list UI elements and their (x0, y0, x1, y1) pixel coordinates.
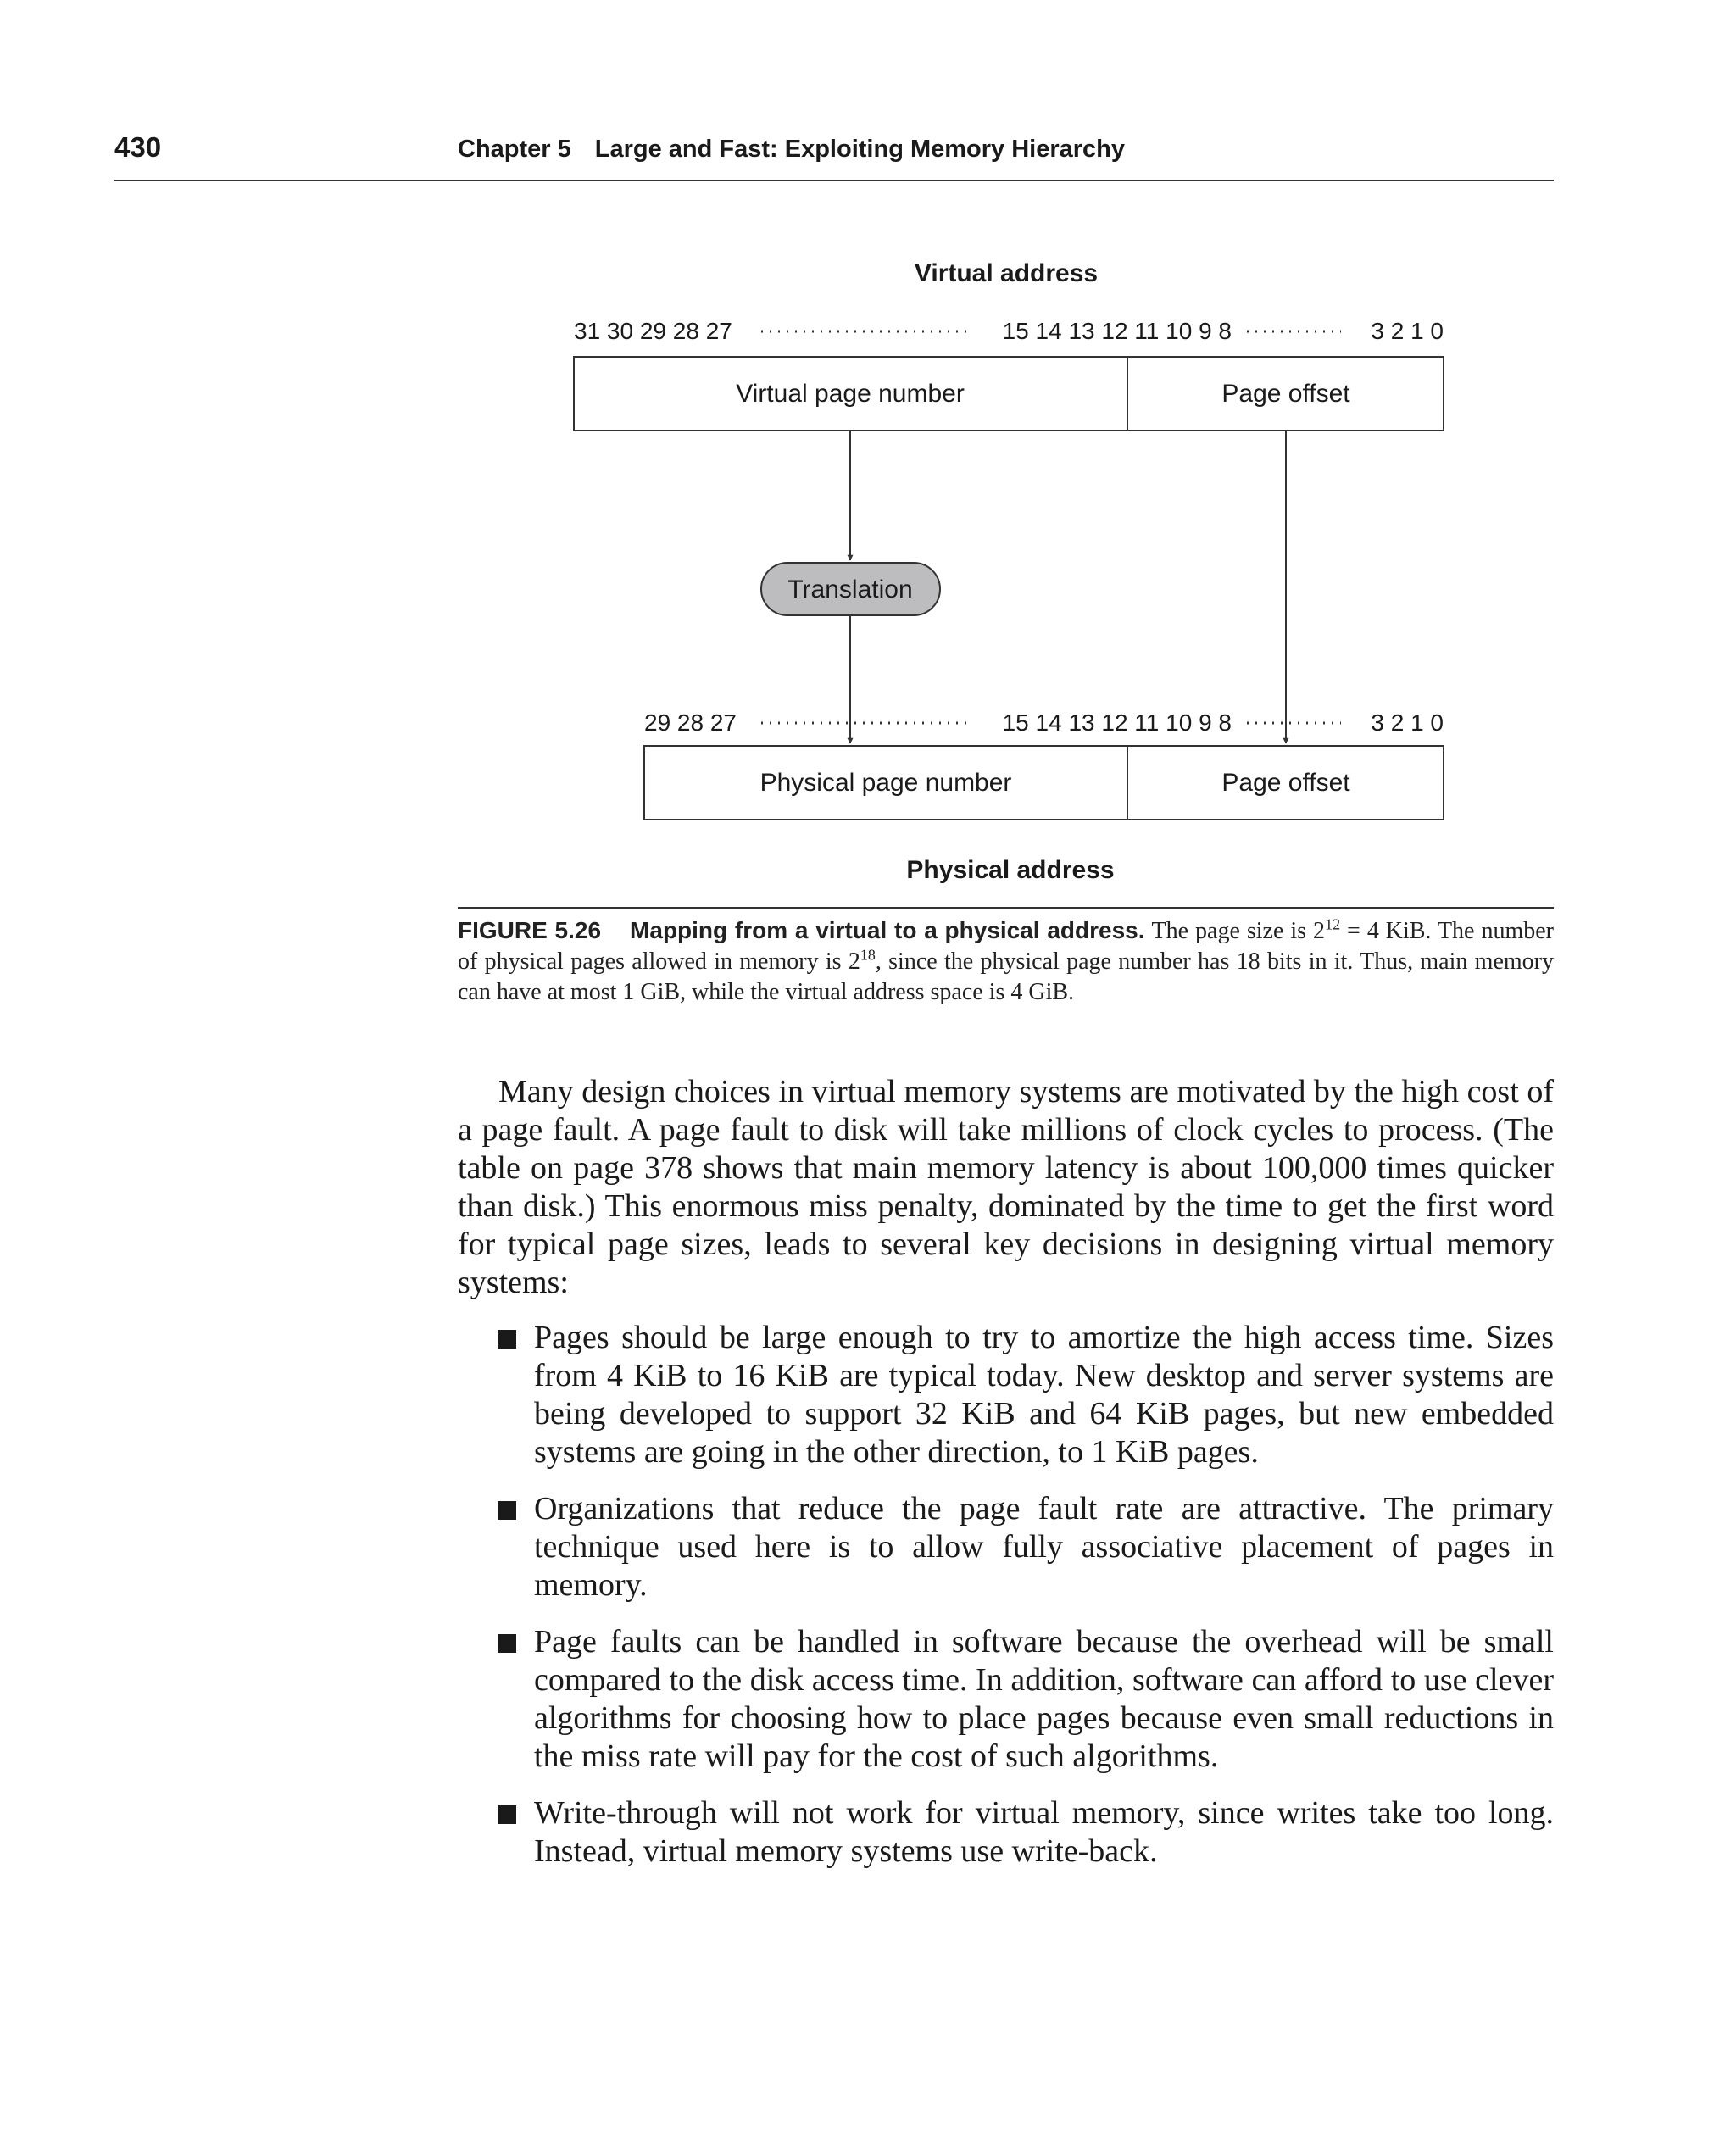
caption-sup-1: 12 (1325, 915, 1341, 933)
caption-text-2: = 4 KiB. The number of physical pages allowed in memory is 2 (458, 918, 1555, 975)
square-bullet-icon (498, 1330, 516, 1349)
page-number: 430 (114, 131, 162, 163)
physical-page-offset-label: Page offset (1221, 769, 1350, 797)
list-item-text: Write-through will not work for virtual memory, since writes take too long. Instead, virtual memory systems use write-back. (534, 1795, 1554, 1869)
chapter-number: Chapter 5 (458, 136, 571, 163)
figure-title: Mapping from a virtual to a physical address. (630, 917, 1145, 943)
chapter-title: Large and Fast: Exploiting Memory Hierarchy (594, 136, 1126, 163)
square-bullet-icon (498, 1501, 516, 1520)
translation-label: Translation (787, 576, 913, 603)
list-item (458, 1319, 1554, 1471)
square-bullet-icon (498, 1805, 516, 1824)
list-item-text: Pages should be large enough to try to amortize the high access time. Sizes from 4 KiB to 16 KiB are typical today. New desktop and server systems are being developed to support 32 KiB and 64 KiB pages, but new embedded systems are going in the other direction, to 1 KiB pages. (534, 1320, 1554, 1470)
physical-bits-high: 29 28 27 (644, 709, 737, 736)
caption-sup-2: 18 (860, 946, 876, 964)
body-text (458, 1073, 1554, 1889)
caption-text-3: , since the physical page number has 18 bits in it. Thus, main memory can have at most 1 GiB, while the virtual address space is 4 GiB. (458, 948, 1554, 1005)
list-item (458, 1490, 1554, 1604)
physical-address-label: Physical address (906, 856, 1115, 884)
virtual-bits-low: 3 2 1 0 (1371, 318, 1444, 344)
figure-caption (458, 915, 1554, 1008)
virtual-bits-high: 31 30 29 28 27 (574, 318, 732, 344)
physical-page-number-label: Physical page number (760, 769, 1012, 797)
list-item-text: Organizations that reduce the page fault rate are attractive. The primary technique used here is to allow fully associative placement of pages in memory. (534, 1491, 1554, 1603)
physical-bits-low: 3 2 1 0 (1371, 709, 1444, 736)
square-bullet-icon (498, 1634, 516, 1653)
virtual-address-label: Virtual address (914, 259, 1099, 287)
caption-text-1: The page size is 2 (1151, 918, 1326, 944)
list-item (458, 1623, 1554, 1776)
virtual-page-offset-label: Page offset (1221, 380, 1350, 408)
body-paragraph: Many design choices in virtual memory systems are motivated by the high cost of a page fault. A page fault to disk will take millions of clock cycles to process. (The table on page 378 shows that main memory latency is about 100,000 times quicker than disk.) This enormous miss penalty, dominated by the time to get the first word for typical page sizes, leads to several key decisions in designing virtual memory systems: (458, 1074, 1554, 1300)
list-item (458, 1794, 1554, 1871)
virtual-page-number-label: Virtual page number (736, 380, 965, 408)
bullet-list (458, 1319, 1554, 1871)
figure-label: FIGURE 5.26 (458, 917, 602, 943)
list-item-text: Page faults can be handled in software because the overhead will be small compared to the disk access time. In addition, software can afford to use clever algorithms for choosing how to place pages because even small reductions in the miss rate will pay for the cost of such algorithms. (534, 1624, 1554, 1774)
caption-rule (458, 907, 1554, 909)
address-mapping-diagram (0, 0, 1736, 907)
physical-bits-mid: 15 14 13 12 11 10 9 8 (1002, 709, 1232, 736)
virtual-bits-mid: 15 14 13 12 11 10 9 8 (1002, 318, 1232, 344)
